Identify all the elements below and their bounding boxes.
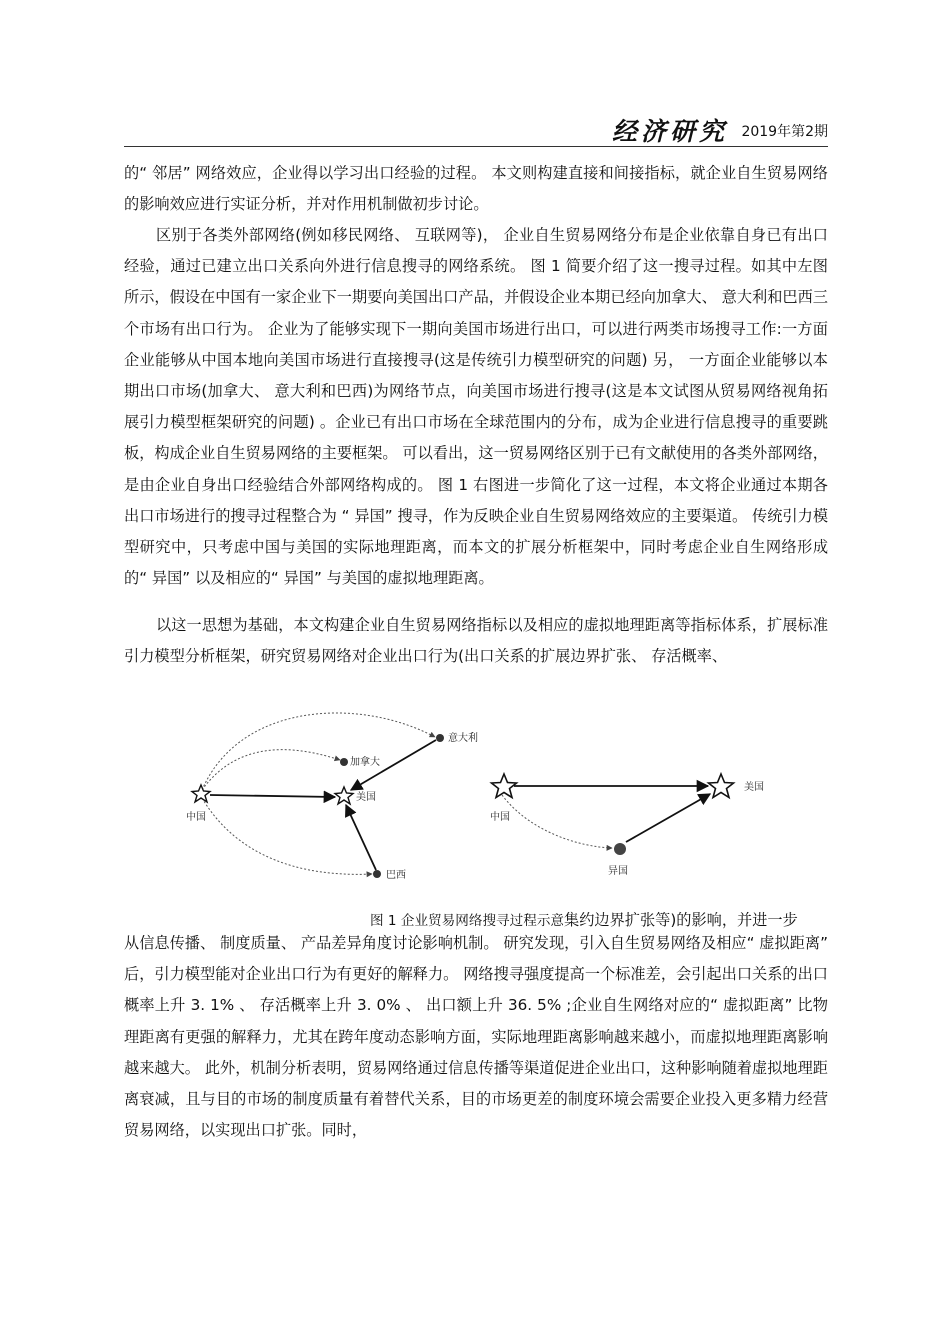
header-rule bbox=[124, 146, 828, 147]
journal-title: 经济研究 bbox=[611, 117, 728, 146]
label-usa-left: 美国 bbox=[356, 792, 376, 803]
paragraph-2: 区别于各类外部网络(例如移民网络、 互联网等)， 企业自生贸易网络分布是企业依靠自身已有出口经验，通过已建立出口关系向外进行信息搜寻的网络系统。 图 1 简要介绍了这一搜寻过程。如其中左图所示，假设在中国有一家企业下一期要向美国出口产品，并假设企业本期已经向加拿大、 意大利和巴西三个市场有出口行为。 企业为了能够实现下一期向美国市场进行出口，可以进行两类市场搜寻工作:一方面企业能够从中国本地向美国市场进行直接搜寻(这是传统引力模型研究的问题) 另， 一方面企业能够以本期出口市场(加拿大、 意大利和巴西)为网络节点，向美国市场进行搜寻(这是本文试图从贸易网络视角拓展引力模型框架研究的问题) 。企业已有出口市场在全球范围内的分布，成为企业进行信息搜寻的重要跳板，构成企业自生贸易网络的主要框架。 可以看出，这一贸易网络区别于已有文献使用的各类外部网络，是由企业自身出口经验结合外部网络构成的。 图 1 右图进一步简化了这一过程，本文将企业通过本期各出口市场进行的搜寻过程整合为 “ 异国” 搜寻，作为反映企业自生贸易网络效应的主要渠道。 传统引力模型研究中，只考虑中国与美国的实际地理距离，而本文的扩展分析框架中，同时考虑企业自生网络形成的“ 异国” 以及相应的“ 异国” 与美国的虚拟地理距离。 bbox=[124, 226, 829, 588]
label-china-left: 中国 bbox=[186, 812, 206, 823]
label-italy: 意大利 bbox=[448, 733, 478, 744]
running-header bbox=[124, 112, 828, 146]
node-canada bbox=[340, 758, 348, 766]
search-network-diagram bbox=[180, 702, 770, 892]
node-usa-left bbox=[335, 787, 353, 804]
node-brazil bbox=[373, 870, 381, 878]
paragraph-4-lead: 集约边界扩张等)的影响，并进一步 bbox=[564, 911, 798, 929]
label-usa-right: 美国 bbox=[744, 782, 764, 793]
dotted-edge-china-brazil bbox=[202, 798, 372, 874]
node-foreign bbox=[614, 843, 626, 855]
edge-foreign-usa bbox=[626, 794, 710, 842]
paragraph-1: 的“ 邻居” 网络效应，企业得以学习出口经验的过程。 本文则构建直接和间接指标，就企业自生贸易网络的影响效应进行实证分析，并对作用机制做初步讨论。 bbox=[124, 164, 828, 214]
dotted-edge-china-foreign bbox=[502, 795, 612, 848]
node-china-left bbox=[192, 785, 210, 802]
edge-china-usa bbox=[210, 795, 335, 797]
dotted-edge-china-canada bbox=[202, 750, 340, 790]
label-brazil: 巴西 bbox=[386, 870, 406, 881]
dotted-edge-china-italy bbox=[202, 713, 435, 790]
paragraph-3: 以这一思想为基础，本文构建企业自生贸易网络指标以及相应的虚拟地理距离等指标体系，扩展标准引力模型分析框架，研究贸易网络对企业出口行为(出口关系的扩展边界扩张、 存活概率、 bbox=[124, 616, 828, 666]
label-foreign: 异国 bbox=[608, 866, 628, 877]
label-canada: 加拿大 bbox=[350, 757, 380, 768]
node-china-right bbox=[492, 774, 517, 798]
figure-caption-text: 图 1 企业贸易网络搜寻过程示意 bbox=[370, 913, 565, 929]
figure-1 bbox=[180, 702, 770, 892]
node-usa-right bbox=[709, 774, 734, 798]
edge-brazil-usa bbox=[346, 805, 376, 870]
label-china-right: 中国 bbox=[490, 812, 510, 823]
node-italy bbox=[436, 734, 444, 742]
paragraph-4: 从信息传播、 制度质量、 产品差异角度讨论影响机制。 研究发现，引入自生贸易网络及相应“ 虚拟距离” 后，引力模型能对企业出口行为有更好的解释力。 网络搜寻强度提高一个标准差，会引起出口关系的出口概率上升 3. 1% 、 存活概率上升 3. 0% 、 出口额上升 36. 5% ;企业自生网络对应的“ 虚拟距离” 比物理距离有更强的解释力，尤其在跨年度动态影响方面，实际地理距离影响越来越小，而虚拟地理距离影响越来越大。 此外，机制分析表明，贸易网络通过信息传播等渠道促进企业出口，这种影响随着虚拟地理距离衰减，且与目的市场的制度质量有着替代关系，目的市场更差的制度环境会需要企业投入更多精力经营贸易网络，以实现出口扩张。同时， bbox=[124, 934, 828, 1140]
journal-issue: 2019年第2期 bbox=[741, 124, 828, 140]
